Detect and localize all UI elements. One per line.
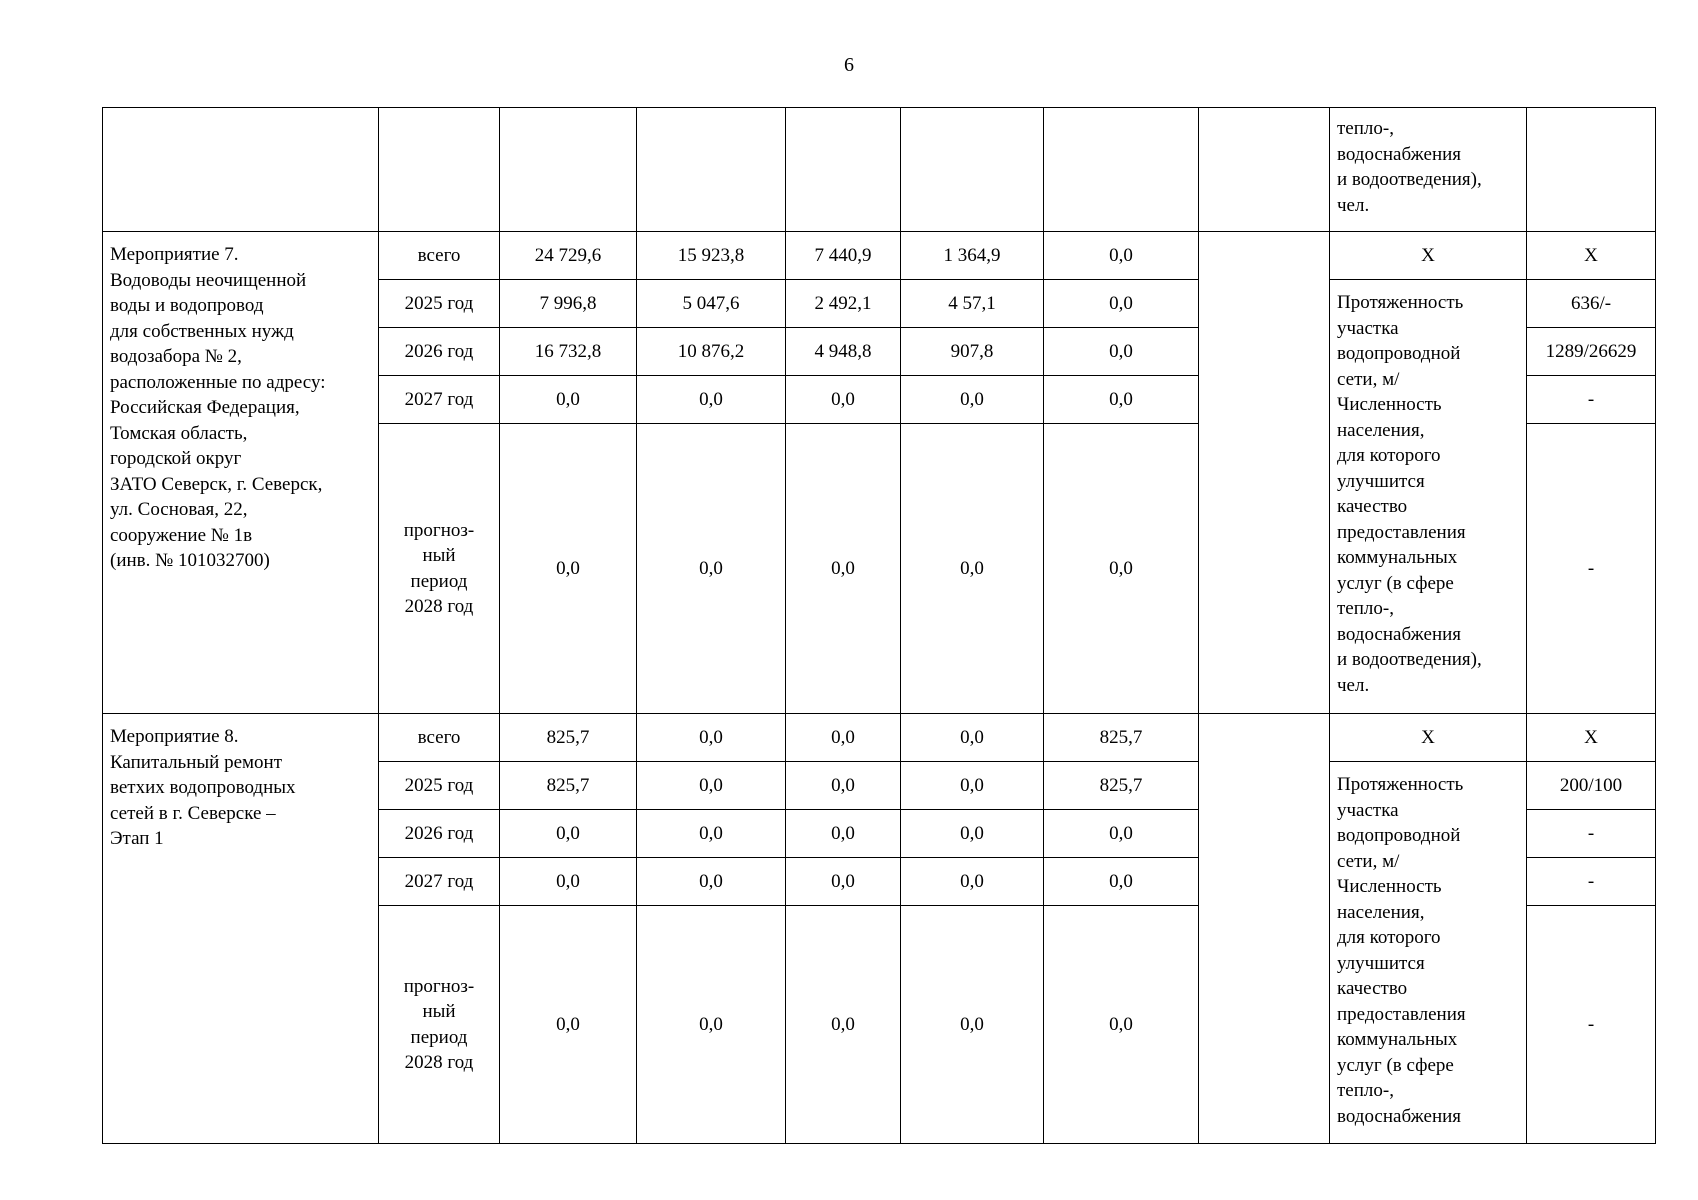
value-cell: 0,0	[786, 376, 901, 424]
period-cell: 2027 год	[379, 376, 500, 424]
target-value: -	[1527, 424, 1656, 714]
target-value: 1289/26629	[1527, 328, 1656, 376]
value-cell: 825,7	[500, 714, 637, 762]
value-cell: 0,0	[901, 906, 1044, 1144]
value-cell: 0,0	[786, 810, 901, 858]
value-cell: 907,8	[901, 328, 1044, 376]
table-row	[103, 232, 1656, 280]
value-cell: 0,0	[901, 376, 1044, 424]
period-cell: прогноз- ный период 2028 год	[403, 519, 475, 617]
target-value: 636/-	[1527, 280, 1656, 328]
indicator-text: Протяженность участка водопроводной сети, м/ Численность населения, для которого улучшится качество предоставления коммунальных услуг (в сфере тепло-, водоснабжения	[1337, 774, 1466, 1127]
value-cell: 0,0	[786, 762, 901, 810]
value-cell: 1 364,9	[901, 232, 1044, 280]
period-cell: 2026 год	[379, 810, 500, 858]
value-cell: 0,0	[1044, 424, 1199, 714]
value-cell: 0,0	[1044, 232, 1199, 280]
value-cell: 825,7	[500, 762, 637, 810]
value-cell: 7 440,9	[786, 232, 901, 280]
value-cell: 0,0	[500, 810, 637, 858]
value-cell: 0,0	[637, 424, 786, 714]
value-cell: 0,0	[637, 858, 786, 906]
value-cell: 15 923,8	[637, 232, 786, 280]
period-cell: 2025 год	[379, 762, 500, 810]
value-cell: 10 876,2	[637, 328, 786, 376]
empty-cell	[1199, 232, 1330, 714]
value-cell: 0,0	[500, 906, 637, 1144]
period-cell: 2027 год	[379, 858, 500, 906]
value-cell: 16 732,8	[500, 328, 637, 376]
indicator-mark: X	[1330, 232, 1527, 280]
value-cell: 0,0	[786, 424, 901, 714]
empty-cell	[1199, 714, 1330, 1144]
target-value: 200/100	[1527, 762, 1656, 810]
value-cell: 0,0	[500, 376, 637, 424]
target-value: -	[1527, 906, 1656, 1144]
value-cell: 0,0	[637, 906, 786, 1144]
value-cell: 0,0	[637, 376, 786, 424]
event-name: Мероприятие 7. Водоводы неочищенной воды и водопровод для собственных нужд водозабора № 2, расположенные по адресу: Российская Федерация, Томская область, городской округ ЗАТО Северск, г. Северск, ул. Сосновая, 22, сооружение № 1в (инв. № 101032700)	[110, 244, 326, 571]
indicator-text: тепло-, водоснабжения и водоотведения), чел.	[1337, 118, 1482, 216]
value-cell: 24 729,6	[500, 232, 637, 280]
value-cell: 0,0	[901, 762, 1044, 810]
value-cell: 0,0	[1044, 328, 1199, 376]
value-cell: 0,0	[637, 762, 786, 810]
target-mark: X	[1527, 714, 1656, 762]
period-cell: 2026 год	[379, 328, 500, 376]
value-cell: 2 492,1	[786, 280, 901, 328]
target-value: -	[1527, 858, 1656, 906]
value-cell: 0,0	[786, 714, 901, 762]
period-cell: 2025 год	[379, 280, 500, 328]
value-cell: 7 996,8	[500, 280, 637, 328]
indicator-text: Протяженность участка водопроводной сети, м/ Численность населения, для которого улучшится качество предоставления коммунальных услуг (в сфере тепло-, водоснабжения и водоотведения), чел.	[1337, 292, 1482, 696]
value-cell: 825,7	[1044, 762, 1199, 810]
value-cell: 0,0	[637, 714, 786, 762]
period-cell: всего	[379, 714, 500, 762]
period-cell: прогноз- ный период 2028 год	[403, 975, 475, 1073]
event-name: Мероприятие 8. Капитальный ремонт ветхих водопроводных сетей в г. Северске – Этап 1	[110, 726, 296, 849]
value-cell: 825,7	[1044, 714, 1199, 762]
target-mark: X	[1527, 232, 1656, 280]
value-cell: 4 57,1	[901, 280, 1044, 328]
value-cell: 5 047,6	[637, 280, 786, 328]
value-cell: 0,0	[1044, 906, 1199, 1144]
value-cell: 0,0	[1044, 280, 1199, 328]
table-row	[103, 714, 1656, 762]
indicator-mark: X	[1330, 714, 1527, 762]
value-cell: 0,0	[1044, 376, 1199, 424]
value-cell: 0,0	[901, 810, 1044, 858]
value-cell: 0,0	[637, 810, 786, 858]
target-value: -	[1527, 810, 1656, 858]
value-cell: 0,0	[901, 858, 1044, 906]
value-cell: 0,0	[901, 714, 1044, 762]
value-cell: 0,0	[500, 424, 637, 714]
value-cell: 0,0	[1044, 858, 1199, 906]
page-number: 6	[844, 54, 854, 76]
value-cell: 0,0	[500, 858, 637, 906]
value-cell: 0,0	[1044, 810, 1199, 858]
value-cell: 0,0	[786, 858, 901, 906]
value-cell: 0,0	[786, 906, 901, 1144]
continuation-row	[103, 108, 1656, 232]
program-table	[102, 107, 1656, 1144]
value-cell: 4 948,8	[786, 328, 901, 376]
period-cell: всего	[379, 232, 500, 280]
target-value: -	[1527, 376, 1656, 424]
value-cell: 0,0	[901, 424, 1044, 714]
